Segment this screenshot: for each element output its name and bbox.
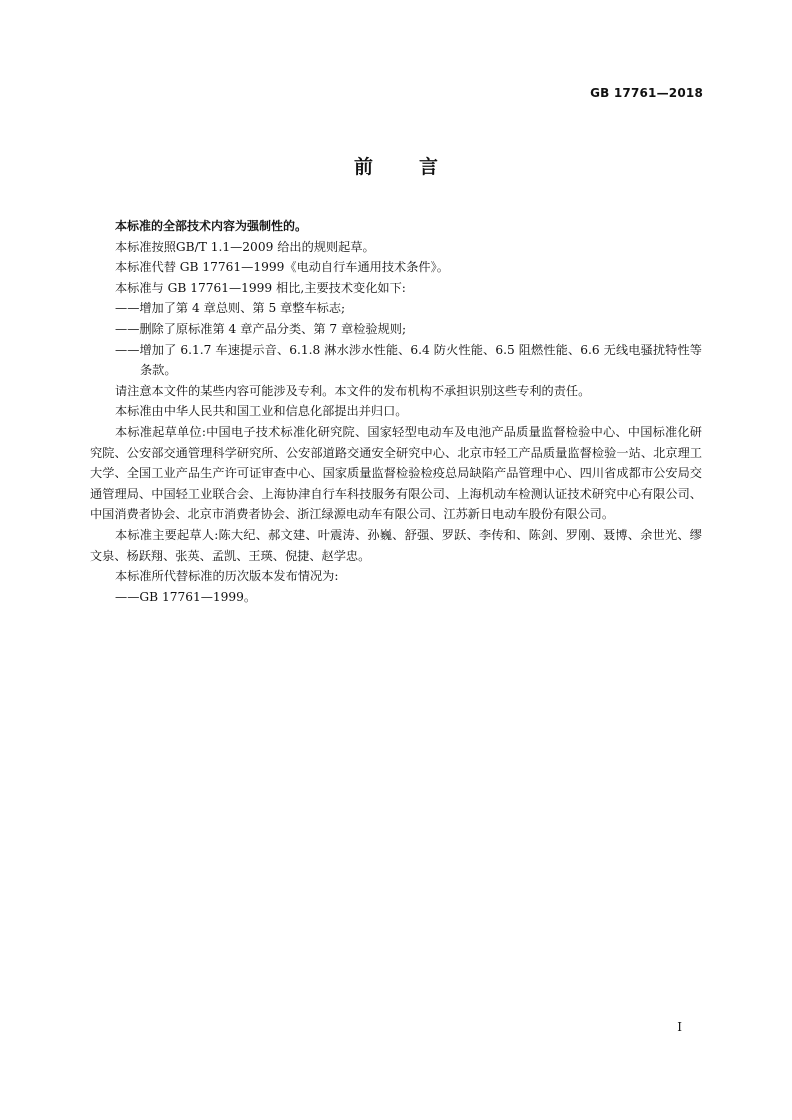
patent-notice-paragraph: 请注意本文件的某些内容可能涉及专利。本文件的发布机构不承担识别这些专利的责任。 — [115, 383, 591, 398]
foreword-body — [90, 216, 702, 607]
change-list-item: ——增加了 6.1.7 车速提示音、6.1.8 淋水涉水性能、6.4 防火性能、6.5 阻燃性能、6.6 无线电骚扰特性等条款。 — [115, 342, 702, 378]
page-number: I — [677, 1020, 682, 1034]
version-history-item: ——GB 17761—1999。 — [115, 589, 257, 604]
change-list-item: ——增加了第 4 章总则、第 5 章整车标志; — [115, 301, 346, 316]
standard-code: GB 17761—2018 — [590, 86, 703, 100]
foreword-title: 前言 — [353, 156, 484, 178]
mandatory-statement: 本标准的全部技术内容为强制性的。 — [115, 219, 308, 233]
replacement-paragraph: 本标准代替 GB 17761—1999《电动自行车通用技术条件》。 — [115, 260, 449, 275]
version-history-paragraph: 本标准所代替标准的历次版本发布情况为: — [115, 569, 339, 584]
drafting-units-paragraph: 本标准起草单位:中国电子技术标准化研究院、国家轻型电动车及电池产品质量监督检验中心、中国标准化研究院、公安部交通管理科学研究所、公安部道路交通安全研究中心、北京市轻工产品质量监督检验一站、北京理工大学、全国工业产品生产许可证审查中心、国家质量监督检验检疫总局缺陷产品管理中心、四川省成都市公安局交通管理局、中国轻工业联合会、上海协津自行车科技服务有限公司、上海机动车检测认证技术研究中心有限公司、中国消费者协会、北京市消费者协会、浙江绿源电动车有限公司、江苏新日电动车股份有限公司。 — [90, 424, 702, 522]
drafting-rules-paragraph: 本标准按照GB/T 1.1—2009 给出的规则起草。 — [115, 239, 375, 254]
drafters-paragraph: 本标准主要起草人:陈大纪、郝文建、叶震涛、孙巍、舒强、罗跃、李传和、陈剑、罗刚、聂博、余世光、缪文泉、杨跃翔、张英、孟凯、王瑛、倪捷、赵学忠。 — [90, 527, 702, 563]
changes-intro-paragraph: 本标准与 GB 17761—1999 相比,主要技术变化如下: — [115, 280, 406, 295]
change-list-item: ——删除了原标准第 4 章产品分类、第 7 章检验规则; — [115, 321, 407, 336]
proposer-paragraph: 本标准由中华人民共和国工业和信息化部提出并归口。 — [115, 404, 408, 419]
